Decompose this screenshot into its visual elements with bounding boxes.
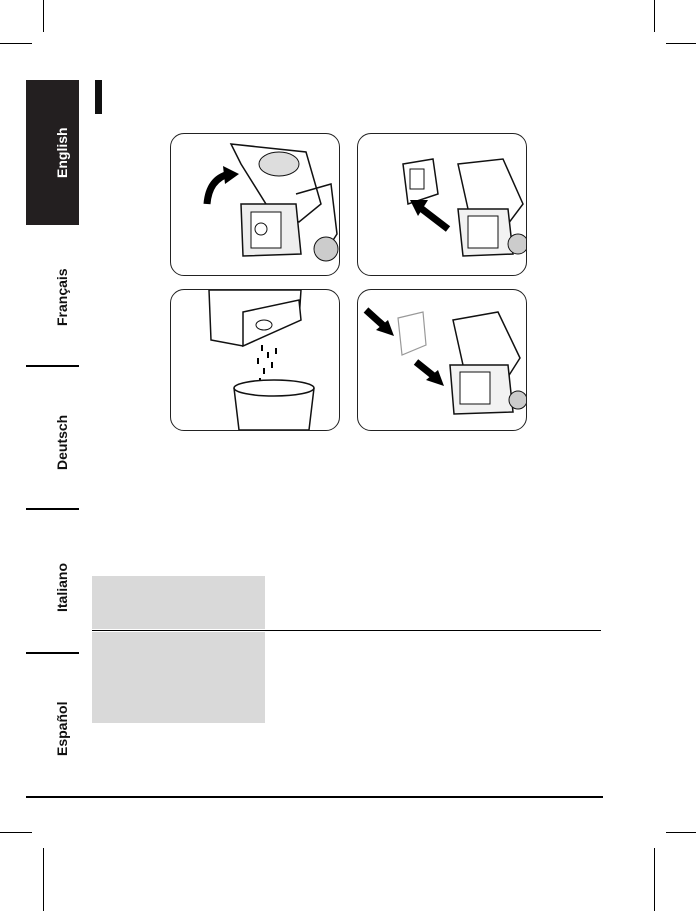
empty-bag-icon — [170, 289, 340, 431]
tab-francais[interactable]: Français — [54, 268, 70, 326]
tab-italiano[interactable]: Italiano — [54, 562, 70, 612]
remove-bag-icon — [357, 133, 527, 276]
tab-divider — [26, 508, 79, 510]
crop-mark — [666, 832, 696, 833]
crop-mark — [0, 832, 32, 833]
tab-deutsch[interactable]: Deutsch — [54, 414, 70, 470]
tab-espanol[interactable]: Español — [54, 701, 70, 756]
tab-divider — [26, 652, 79, 654]
tab-english-background — [26, 80, 79, 225]
crop-mark — [43, 0, 44, 32]
crop-mark — [654, 848, 655, 911]
footer-rule — [26, 796, 603, 798]
table-body-cell — [92, 632, 265, 723]
crop-mark — [666, 43, 696, 44]
crop-mark — [654, 0, 655, 32]
section-marker — [95, 80, 102, 114]
open-lid-icon — [170, 133, 340, 276]
table-header-cell — [92, 576, 265, 629]
table-divider — [92, 630, 601, 631]
tab-divider — [26, 365, 79, 367]
crop-mark — [43, 848, 44, 911]
insert-bag-icon — [357, 289, 527, 431]
crop-mark — [0, 43, 32, 44]
tab-english[interactable]: English — [54, 127, 70, 178]
